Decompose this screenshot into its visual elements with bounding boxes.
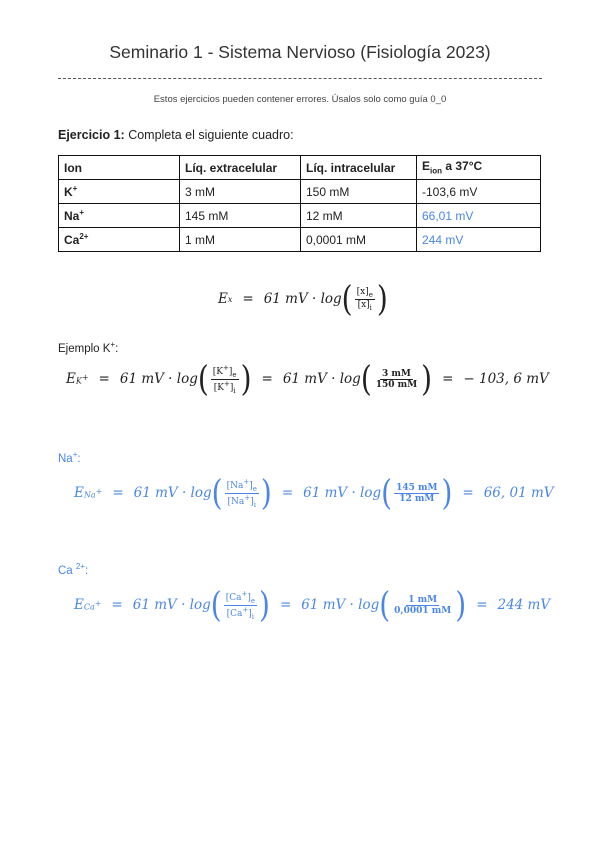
col-header-e: $E_{ion}$ a 37°C	[417, 156, 541, 180]
exercise-text: Completa el siguiente cuadro:	[128, 128, 294, 142]
cell-int: 150 mM	[301, 180, 417, 204]
ca-label: Ca $^{2+}$:	[58, 562, 89, 577]
cell-ext: 3 mM	[180, 180, 301, 204]
cell-ion: Na+	[59, 204, 180, 228]
cell-e: 244 mV	[417, 228, 541, 252]
dashed-divider	[58, 78, 542, 79]
cell-int: 12 mM	[301, 204, 417, 228]
na-label: Na+:	[58, 450, 81, 465]
cell-ext: 1 mM	[180, 228, 301, 252]
table-header-row	[59, 156, 541, 180]
cell-ion: $Ca^{2+}$	[59, 228, 180, 252]
col-header-int: Líq. intracelular	[301, 156, 417, 180]
cell-e: 66,01 mV	[417, 204, 541, 228]
cell-int: 0,0001 mM	[301, 228, 417, 252]
page-title: Seminario 1 - Sistema Nervioso (Fisiología 2023)	[109, 42, 491, 62]
cell-ext: 145 mM	[180, 204, 301, 228]
exercise-label: Ejercicio 1:	[58, 128, 125, 142]
col-header-ext: Líq. extracelular	[180, 156, 301, 180]
ion-table	[58, 155, 541, 252]
equation-k: E K+ = 61 mV · log ( $\frac{[K^+]_e}{[K^+]_i}$ ) = 61 mV · log ( $\frac{3 mM}{150 mM}$ ) = − 103, 6 mV	[66, 358, 549, 400]
col-header-ion: Ion	[59, 156, 180, 180]
cell-ion: K+	[59, 180, 180, 204]
equation-na: E Na+ = 61 mV · log ( $\frac{[Na^+]_e}{[Na^+]_i}$ ) = 61 mV · log ( $\frac{145 mM}{12 mM}$ ) = 66, 01 mV	[74, 472, 554, 514]
table-row	[59, 228, 541, 252]
cell-e: -103,6 mV	[417, 180, 541, 204]
table-row	[59, 180, 541, 204]
general-equation: E x = 61 mV · log ( $\frac{[x]_e}{[x]_i}$ )	[218, 277, 388, 319]
example-k-label: Ejemplo K+:	[58, 340, 119, 355]
exercise-heading	[58, 128, 294, 142]
equation-ca: E Ca+ = 61 mV · log ( $\frac{[Ca^+]_e}{[Ca^+]_i}$ ) = 61 mV · log ( $\frac{1 mM}{0,0001 mM}$ ) = 244 mV	[74, 584, 551, 626]
table-row	[59, 204, 541, 228]
disclaimer-text: Estos ejercicios pueden contener errores. Úsalos solo como guía 0_0	[153, 94, 447, 105]
